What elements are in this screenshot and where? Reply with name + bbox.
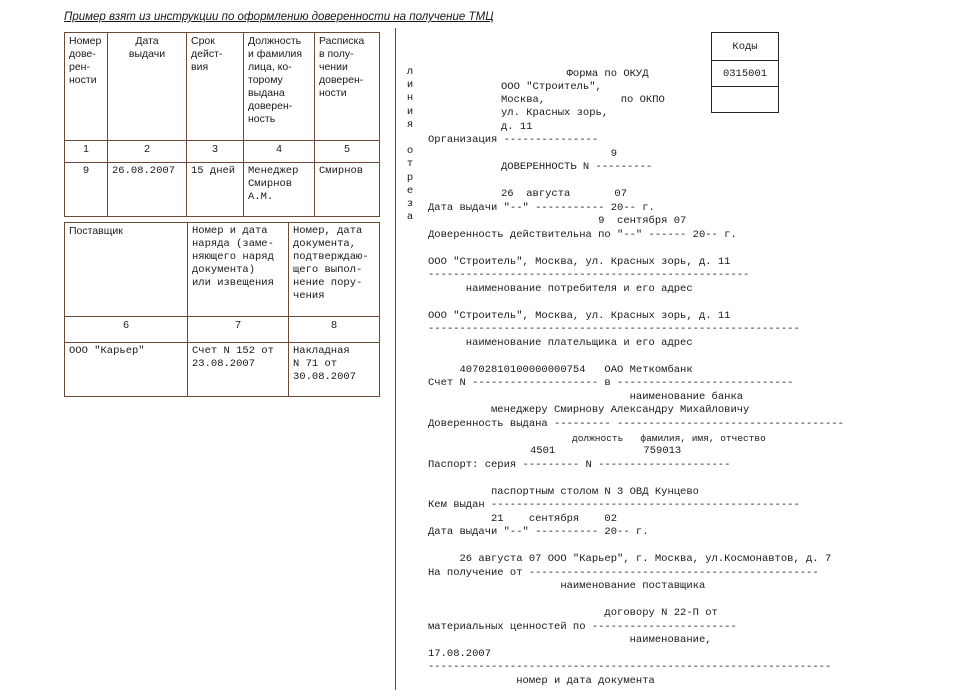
caption: Пример взят из инструкции по оформлению доверенности на получение ТМЦ — [64, 11, 494, 23]
form-line: На получение от ---------------------------------------------- — [428, 567, 819, 579]
okpo-code — [712, 87, 779, 113]
cut-line — [395, 28, 396, 690]
form-line: ---------------------------------------------------------------- — [428, 661, 832, 673]
left-table-top — [64, 32, 380, 217]
number-cell: 5 — [315, 141, 380, 163]
form-line: 17.08.2007 — [428, 648, 492, 660]
header-cell: Расписка в полу- чении доверен- ности — [315, 33, 380, 141]
form-line: Дата выдачи "--" ----------- 20-- г. — [428, 202, 655, 214]
form-line: 21 сентября 02 — [428, 513, 618, 525]
codes-box — [711, 32, 779, 113]
cut-line-letter: и — [406, 79, 414, 92]
form-line: ООО "Строитель", Москва, ул. Красных зорь, д. 11 — [428, 310, 731, 322]
form-line: Счет N -------------------- в ---------------------------- — [428, 377, 794, 389]
form-line: 26 августа 07 — [438, 188, 628, 200]
data-cell: Накладная N 71 от 30.08.2007 — [289, 343, 380, 397]
cut-line-letter — [405, 132, 415, 145]
form-line: Форма по ОКУД — [428, 68, 649, 80]
form-line: д. 11 — [438, 121, 533, 133]
form-line-numbers: 4501 759013 — [530, 445, 682, 457]
cut-line-letter: а — [406, 211, 414, 224]
form-line: наименование потребителя и его адрес — [428, 283, 693, 295]
form-line: ООО "Строитель", Москва, ул. Красных зорь, д. 11 — [428, 256, 731, 268]
form-line: ул. Красных зорь, — [438, 107, 609, 119]
cut-line-letter: и — [406, 105, 414, 118]
form-line: договору N 22-П от — [428, 607, 718, 619]
header-cell: Номер и дата наряда (заме- няющего наряд документа) или извещения — [188, 223, 289, 317]
cut-line-letter: р — [406, 171, 414, 184]
form-line: Москва, по ОКПО — [438, 94, 665, 106]
form-line: ДОВЕРЕННОСТЬ N --------- — [438, 161, 653, 173]
data-cell: Смирнов — [315, 163, 380, 217]
form-line: Организация --------------- — [428, 134, 599, 146]
form-line: Доверенность действительна по "--" ------ 20-- г. — [428, 229, 737, 241]
cut-line-letter: я — [406, 118, 414, 131]
form-line: Кем выдан ------------------------------------------------- — [428, 499, 800, 511]
form-line: --------------------------------------------------- — [428, 269, 750, 281]
form-line: материальных ценностей по ----------------------- — [428, 621, 737, 633]
number-cell: 4 — [244, 141, 315, 163]
header-cell: Номер дове- рен- ности — [65, 33, 108, 141]
form-line: ----------------------------------------------------------- — [428, 323, 800, 335]
header-cell: Дата выдачи — [108, 33, 187, 141]
data-cell: 9 — [65, 163, 108, 217]
form-line-sublabel: должность фамилия, имя, отчество — [572, 433, 766, 444]
form-line: ООО "Строитель", — [438, 81, 602, 93]
number-cell: 1 — [65, 141, 108, 163]
form-line: менеджеру Смирнову Александру Михайловичу — [428, 404, 750, 416]
number-cell: 7 — [188, 317, 289, 343]
form-line: Паспорт: серия --------- N --------------------- — [428, 459, 731, 471]
form-line: 26 августа 07 ООО "Карьер", г. Москва, ул.Космонавтов, д. 7 — [428, 553, 832, 565]
cut-line-letter: л — [406, 66, 414, 78]
form-line: наименование банка — [428, 391, 744, 403]
form-line: 9 — [428, 148, 618, 160]
form-line: наименование поставщика — [428, 580, 706, 592]
cut-line-letter: н — [406, 92, 414, 105]
header-cell: Номер, дата документа, подтверждаю- щего выпол- нение пору- чения — [289, 223, 380, 317]
cut-line-letter: о — [406, 145, 414, 158]
data-cell: Менеджер Смирнов А.М. — [244, 163, 315, 217]
form-line: Доверенность выдана --------- ------------------------------------ — [428, 418, 844, 430]
header-cell: Поставщик — [65, 223, 188, 317]
form-line: Дата выдачи "--" ---------- 20-- г. — [428, 526, 649, 538]
data-cell: 15 дней — [187, 163, 244, 217]
number-cell: 6 — [65, 317, 188, 343]
number-cell: 3 — [187, 141, 244, 163]
header-cell: Срок дейст- вия — [187, 33, 244, 141]
form-line: наименование, — [428, 634, 712, 646]
header-cell: Должность и фамилия лица, ко- торому выдана доверен- ность — [244, 33, 315, 141]
form-line: номер и дата документа — [428, 675, 655, 687]
number-cell: 8 — [289, 317, 380, 343]
form-line: паспортным столом N 3 ОВД Кунцево — [428, 486, 699, 498]
form-line: 9 сентября 07 — [428, 215, 687, 227]
data-cell: Счет N 152 от 23.08.2007 — [188, 343, 289, 397]
okud-code: 0315001 — [712, 61, 779, 87]
codes-header: Коды — [712, 33, 779, 61]
left-table-bottom — [64, 222, 380, 397]
data-cell: ООО "Карьер" — [65, 343, 188, 397]
cut-line-label — [405, 66, 415, 224]
data-cell: 26.08.2007 — [108, 163, 187, 217]
cut-line-letter: з — [406, 198, 414, 211]
number-cell: 2 — [108, 141, 187, 163]
form-line: наименование плательщика и его адрес — [428, 337, 693, 349]
cut-line-letter: т — [406, 158, 414, 171]
cut-line-letter: е — [406, 184, 414, 197]
form-line: 40702810100000000754 ОАО Меткомбанк — [428, 364, 693, 376]
